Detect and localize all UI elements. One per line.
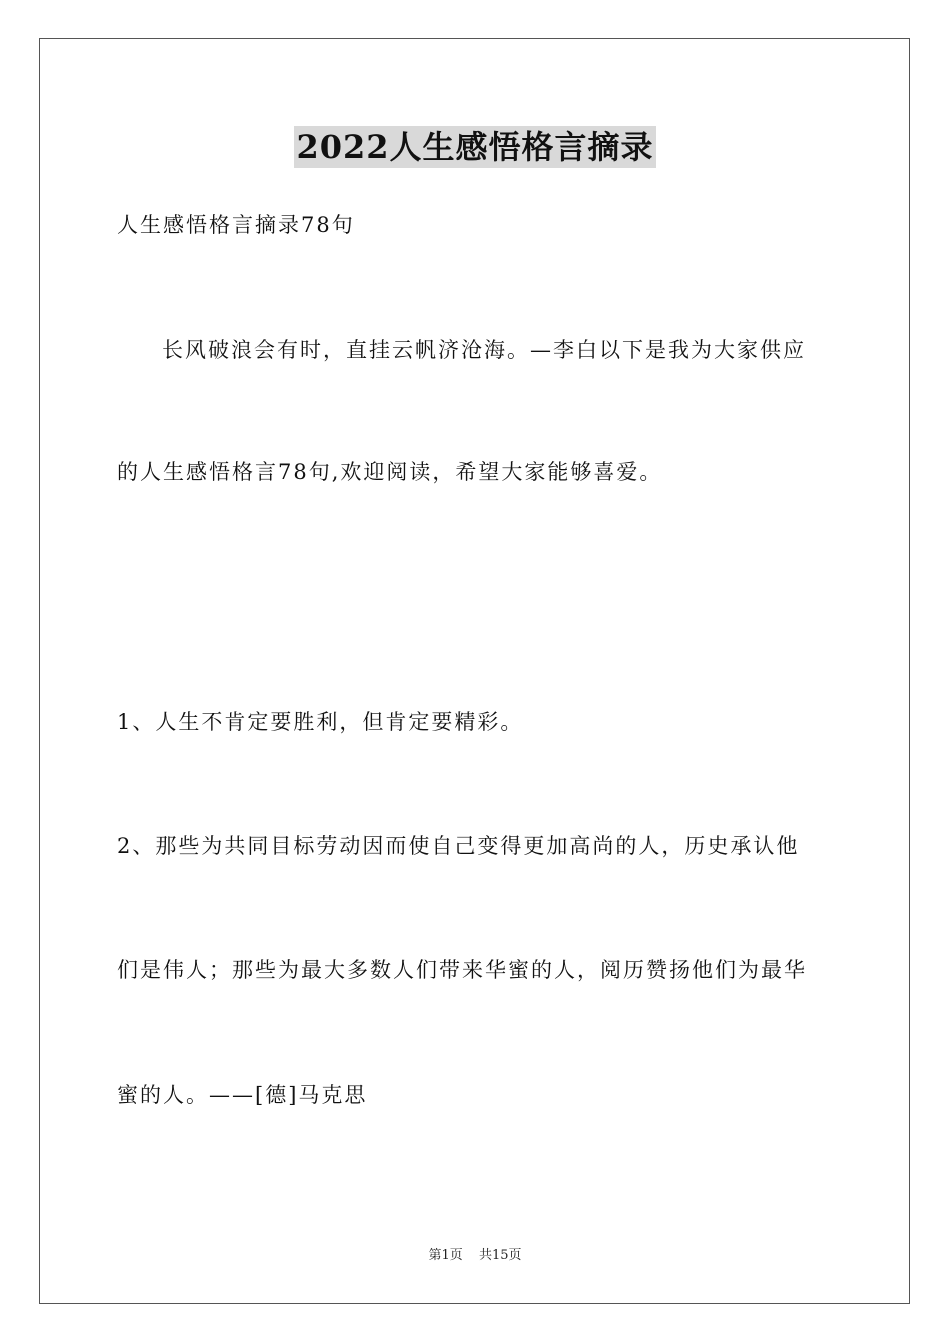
quote-2-line-1: 2、那些为共同目标劳动因而使自己变得更加高尚的人，历史承认他 [117,834,800,858]
intro-line-2: 的人生感悟格言78句,欢迎阅读，希望大家能够喜爱。 [117,460,663,484]
document-subtitle: 人生感悟格言摘录78句 [117,213,355,237]
quote-1: 1、人生不肯定要胜利，但肯定要精彩。 [117,710,524,734]
document-title: 2022人生感悟格言摘录 [296,128,654,166]
title-container [0,126,950,168]
page-number-total: 共15页 [478,1248,522,1263]
page-footer [0,1247,950,1265]
intro-line-1: 长风破浪会有时，直挂云帆济沧海。—李白以下是我为大家供应 [162,338,806,362]
quote-2-line-3: 蜜的人。——[德]马克思 [117,1083,368,1107]
quote-2-line-2: 们是伟人；那些为最大多数人们带来华蜜的人，阅历赞扬他们为最华 [117,958,807,982]
page-number-current: 第1页 [428,1248,463,1263]
